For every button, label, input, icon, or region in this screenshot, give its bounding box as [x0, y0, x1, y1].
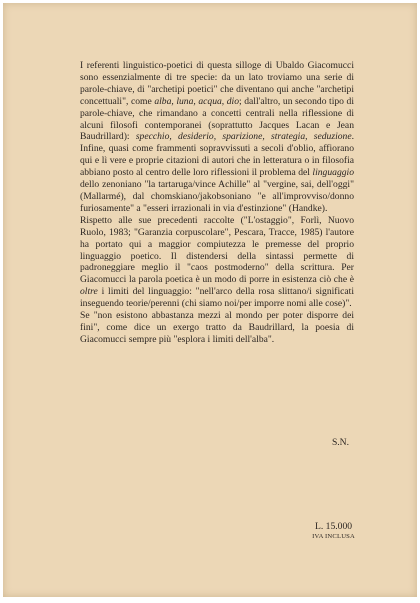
price-box	[312, 521, 355, 541]
italic-run: oltre	[80, 286, 98, 298]
price-label: L. 15.000	[315, 521, 353, 532]
blurb-paragraph	[80, 215, 354, 310]
text-run: I referenti linguistico-poetici di questa silloge di Ubaldo Giacomucci sono essenzialmente di tre specie: da un lato troviamo una serie di parole-chiave, di "archetipi poetici" che diventano qui anche "archetipi concettuali", come	[80, 60, 354, 107]
blurb-paragraph	[80, 60, 354, 215]
text-run: Se "non esistono abbastanza mezzi al mondo per poter disporre dei fini", come dice un exergo tratto da Baudrillard, la poesia di Giacomucci sempre più "esplora i limiti dell'alba".	[80, 310, 354, 345]
book-back-cover	[3, 3, 417, 597]
text-run: Rispetto alle sue precedenti raccolte ("L'ostaggio", Forlì, Nuovo Ruolo, 1983; "Garanzia corpuscolare", Pescara, Tracce, 1985) l'autore ha portato qui a maggior compiutezza le premesse del proprio linguaggio poetico. Il distendersi della sintassi permette di padroneggiare meglio il "caos postmoderno" della scrittura. Per Giacomucci la parola poetica è un modo di porre in esistenza ciò che è	[80, 214, 354, 286]
text-run: ; dall'altro, un secondo tipo di parole-chiave, che rimandano a concetti centrali nella riflessione di alcuni filosofi contemporanei (soprattutto Jacques Lacan e Jean Baudrillard):	[80, 95, 354, 143]
text-run: i limiti del linguaggio: "nell'arco della rosa slittano/i significati inseguendo teorie/perenni (chi siamo noi/per imporre nomi alle cose)".	[80, 286, 354, 310]
blurb-paragraph	[80, 310, 354, 346]
italic-run: alba, luna, acqua, dio	[154, 95, 240, 107]
italic-run: specchio, desiderio, sparizione, strategia, seduzione	[135, 131, 352, 143]
text-run: . Infine, quasi come frammenti sopravvissuti a secoli d'oblio, affiorano qui e lì vere e proprie citazioni di autori che in letteratura o in filosofia abbiano posto al centro delle loro riflessioni il problema del	[80, 131, 355, 179]
signature-initials: S.N.	[331, 437, 349, 448]
vat-note: IVA INCLUSA	[312, 533, 355, 540]
blurb-text	[80, 60, 354, 346]
italic-run: linguaggio	[312, 167, 354, 179]
text-run: dello zenoniano "la tartaruga/vince Achille" al "vergine, sai, dell'oggi" (Mallarmé), dal chomskiano/jakobsoniano "e all'improvviso/donno furiosamente" a "esseri irrazionali in via d'estinzione" (Handke).	[80, 179, 354, 214]
